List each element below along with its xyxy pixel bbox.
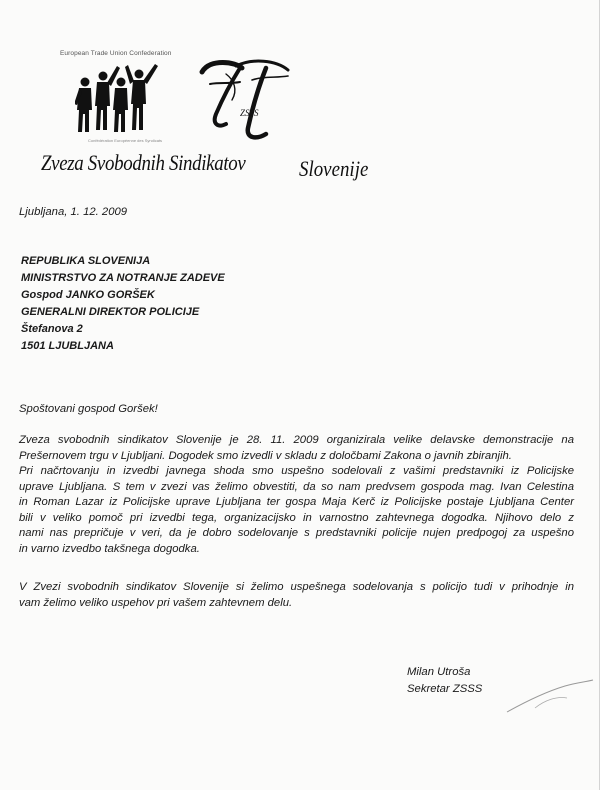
paragraph-line: bili v veliko pomoč pri izvedbi tega, organizacijsko in varnostno zahtevnega dogodka. Njihovo delo z: [19, 511, 574, 524]
etuc-figures-logo: [75, 60, 165, 140]
paragraph-line: Prešernovem trgu v Ljubljani. Dogodek smo izvedli v skladu z določbami Zakona o javnih zbiranjih.: [19, 449, 512, 462]
paragraph-line: uprave Ljubljana. S tem v zvezi vas želimo obvestiti, da so nam predvsem gospoda mag. Ivan Celestina: [19, 480, 574, 493]
paragraph-3: [19, 580, 574, 611]
paragraph-line: in varno izvedbo takšnega dogodka.: [19, 542, 200, 555]
etuc-affiliation-small: Confédération Européenne des Syndicats: [88, 138, 163, 143]
paragraph-line: in Roman Lazar iz Policijske uprave Ljubljana ter gospa Maja Kerč iz Policijske postaje Ljubljana Center: [19, 496, 574, 509]
paragraph-line: Pri načrtovanju in izvedbi javnega shoda smo uspešno sodelovali z vašimi predstavniki iz Policijske: [19, 465, 574, 477]
address-line: GENERALNI DIREKTOR POLICIJE: [21, 306, 200, 318]
greeting: Spoštovani gospod Goršek!: [19, 403, 158, 415]
address-line: 1501 LJUBLJANA: [21, 340, 114, 352]
etuc-affiliation: European Trade Union Confederation: [60, 50, 172, 57]
address-line: MINISTRSTVO ZA NOTRANJE ZADEVE: [21, 272, 225, 284]
handwritten-signature-mark: [505, 672, 595, 722]
signature-title: Sekretar ZSSS: [407, 683, 483, 695]
recipient-address: [21, 253, 225, 355]
signature-block: [407, 664, 482, 698]
zsss-monogram-logo: [196, 54, 296, 144]
address-line: Štefanova 2: [21, 323, 83, 335]
paragraph-2: [19, 464, 574, 558]
address-line: Gospod JANKO GORŠEK: [21, 289, 155, 301]
paragraph-line: Zveza svobodnih sindikatov Slovenije je 28. 11. 2009 organizirala velike delavske demonstracije na: [19, 434, 574, 446]
paragraph-line: V Zvezi svobodnih sindikatov Slovenije si želimo uspešnega sodelovanja s policijo tudi v prihodnje in: [19, 581, 574, 593]
organization-name: Zveza Svobodnih Sindikatov: [41, 150, 246, 175]
paragraph-1: [19, 433, 574, 464]
paragraph-line: nami nas prepričuje v veri, da je dobro sodelovanje s predstavniki policije nujen predpogoj za uspešno: [19, 527, 574, 540]
organization-name-country: Slovenije: [299, 156, 369, 181]
address-line: REPUBLIKA SLOVENIJA: [21, 255, 151, 267]
monogram-text: ZSSS: [240, 108, 259, 118]
signature-name: Milan Utroša: [407, 666, 471, 678]
paragraph-line: vam želimo veliko uspehov pri vašem zahtevnem delu.: [19, 596, 293, 609]
letter-date: Ljubljana, 1. 12. 2009: [19, 206, 128, 218]
